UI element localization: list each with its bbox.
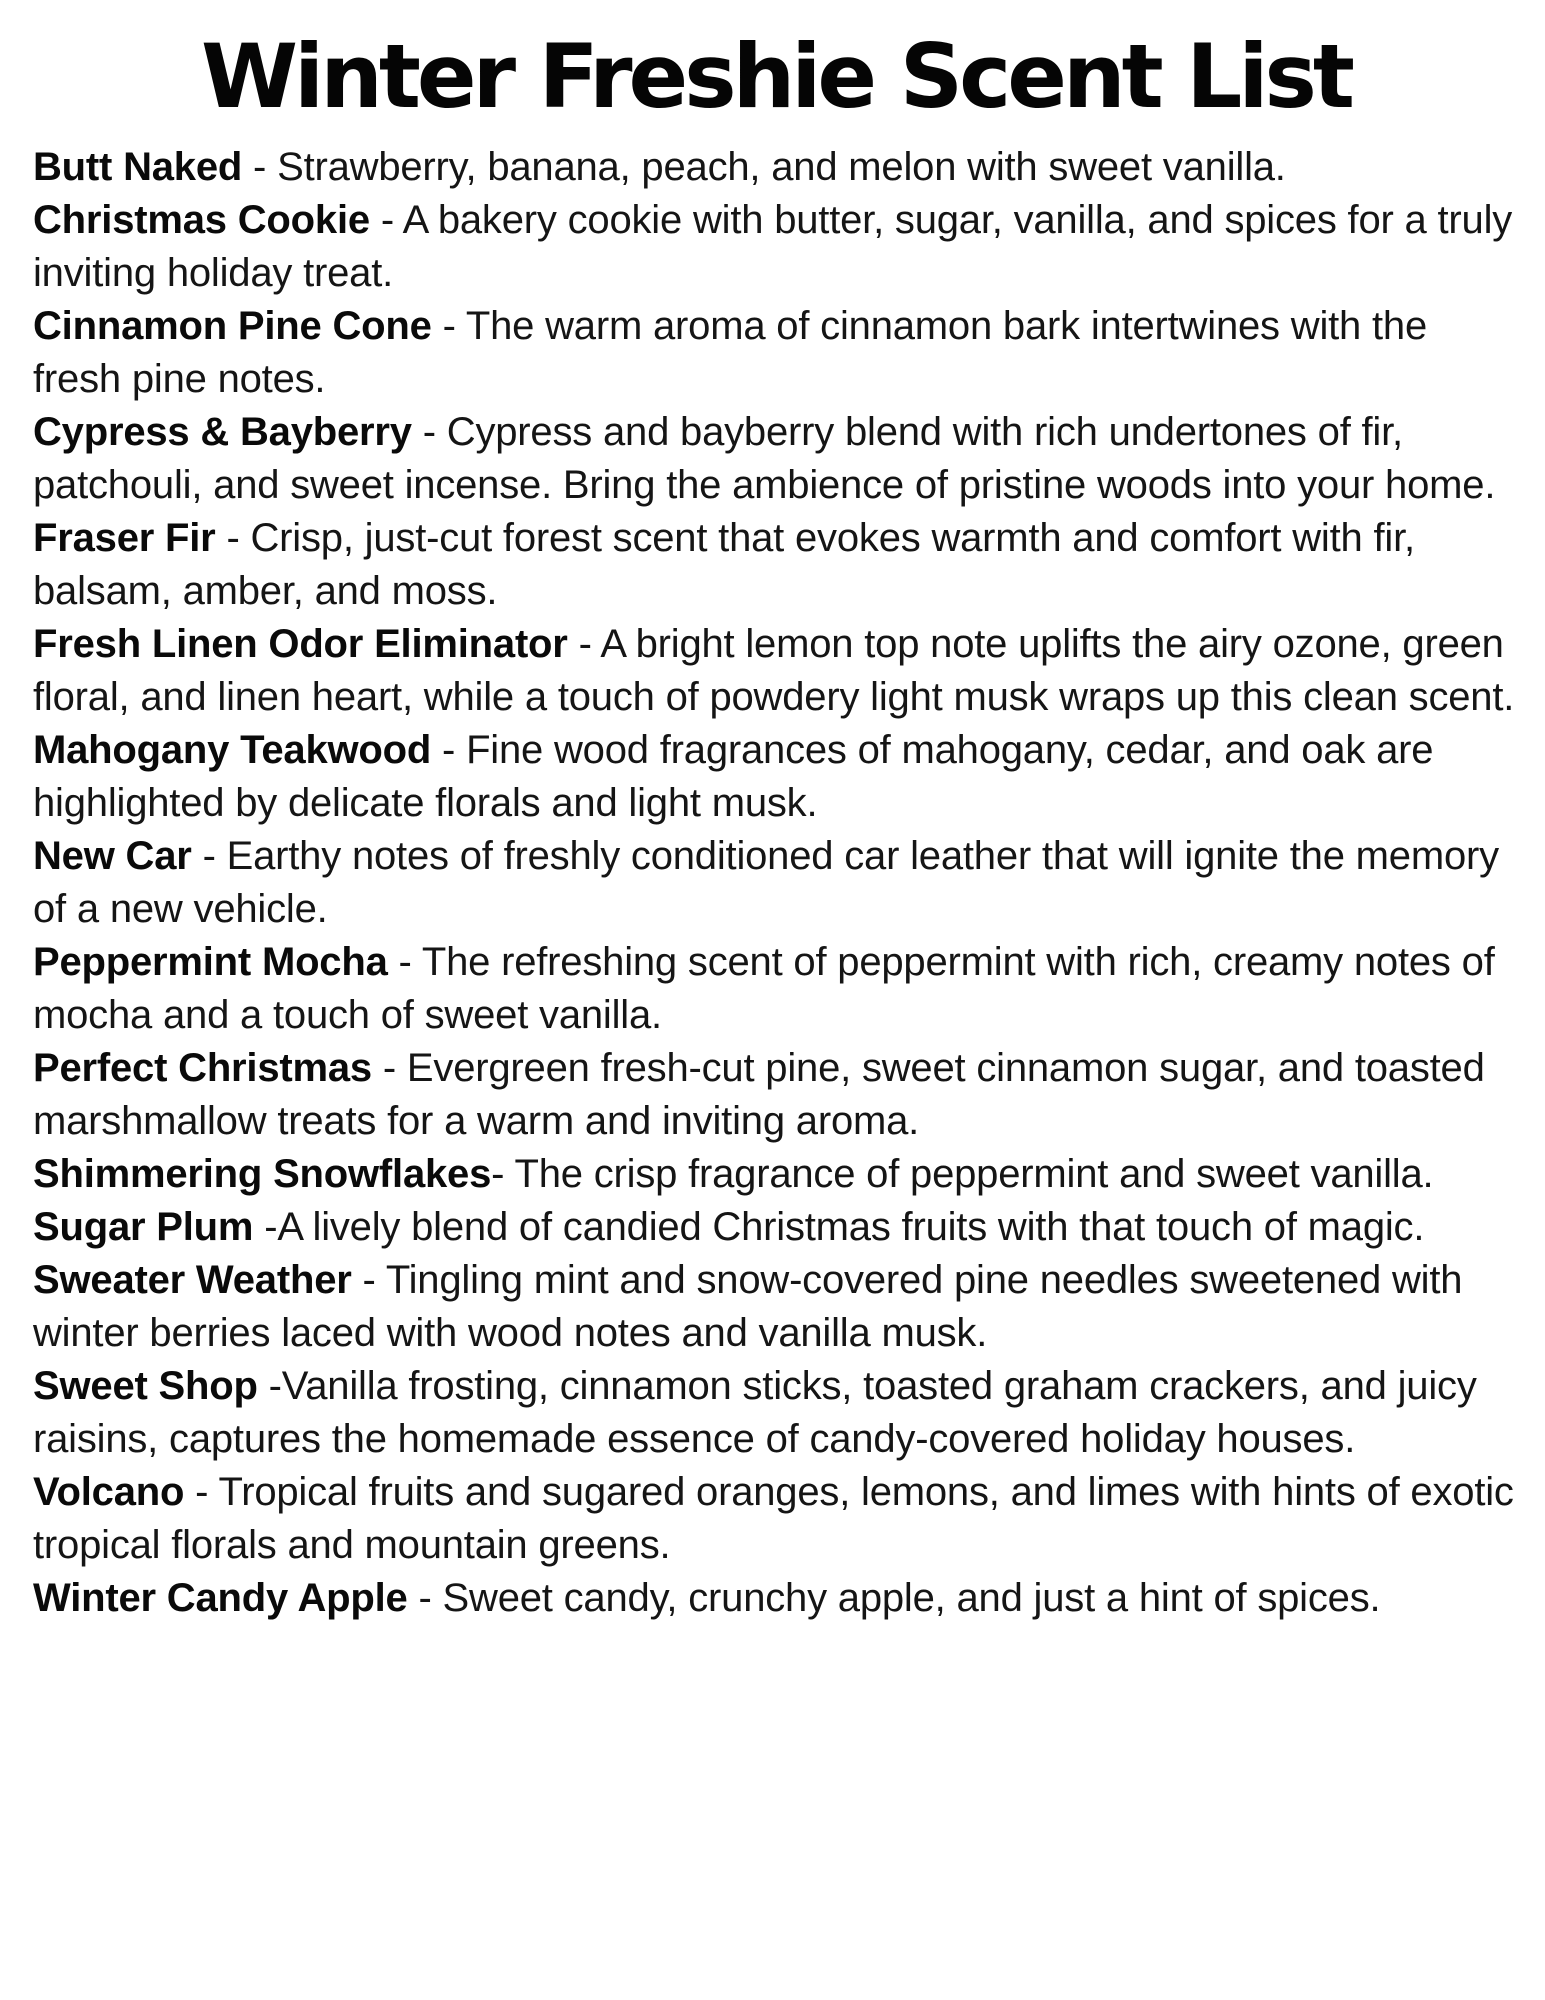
scent-list — [33, 141, 1519, 1625]
scent-name: Winter Candy Apple — [33, 1576, 408, 1621]
scent-entry — [33, 1201, 1519, 1254]
scent-description: - Sweet candy, crunchy apple, and just a hint of spices. — [407, 1576, 1381, 1621]
scent-name: Cypress & Bayberry — [33, 410, 412, 455]
scent-entry — [33, 936, 1519, 1042]
scent-description: -A lively blend of candied Christmas fruits with that touch of magic. — [253, 1205, 1425, 1250]
scent-name: New Car — [33, 834, 192, 879]
scent-description: - Fine wood fragrances of mahogany, cedar, and oak are highlighted by delicate florals and light musk. — [33, 728, 1434, 826]
scent-entry — [33, 1466, 1519, 1572]
scent-description: - The warm aroma of cinnamon bark intertwines with the fresh pine notes. — [33, 304, 1428, 402]
scent-description: - Strawberry, banana, peach, and melon with sweet vanilla. — [242, 145, 1286, 190]
scent-name: Christmas Cookie — [33, 198, 370, 243]
scent-entry — [33, 830, 1519, 936]
scent-name: Mahogany Teakwood — [33, 728, 432, 773]
scent-name: Shimmering Snowflakes — [33, 1152, 492, 1197]
scent-entry — [33, 141, 1519, 194]
scent-entry — [33, 618, 1519, 724]
scent-name: Perfect Christmas — [33, 1046, 372, 1091]
scent-entry — [33, 406, 1519, 512]
scent-name: Sweater Weather — [33, 1258, 352, 1303]
scent-entry — [33, 512, 1519, 618]
scent-name: Fraser Fir — [33, 516, 216, 561]
scent-entry — [33, 1360, 1519, 1466]
scent-entry — [33, 1572, 1519, 1625]
scent-name: Volcano — [33, 1470, 185, 1515]
page-title: Winter Freshie Scent List — [200, 25, 1351, 128]
scent-description: - A bakery cookie with butter, sugar, vanilla, and spices for a truly inviting holiday treat. — [33, 198, 1513, 296]
scent-description: - The crisp fragrance of peppermint and sweet vanilla. — [491, 1152, 1434, 1197]
scent-description: - Earthy notes of freshly conditioned car leather that will ignite the memory of a new vehicle. — [33, 834, 1499, 932]
scent-description: - Tropical fruits and sugared oranges, lemons, and limes with hints of exotic tropical florals and mountain greens. — [33, 1470, 1514, 1568]
scent-description: - The refreshing scent of peppermint with rich, creamy notes of mocha and a touch of sweet vanilla. — [33, 940, 1495, 1038]
scent-description: - Crisp, just-cut forest scent that evokes warmth and comfort with fir, balsam, amber, and moss. — [33, 516, 1415, 614]
scent-name: Sugar Plum — [33, 1205, 254, 1250]
scent-entry — [33, 724, 1519, 830]
scent-entry — [33, 1254, 1519, 1360]
scent-name: Peppermint Mocha — [33, 940, 388, 985]
scent-entry — [33, 1148, 1519, 1201]
scent-entry — [33, 300, 1519, 406]
scent-entry — [33, 194, 1519, 300]
scent-name: Cinnamon Pine Cone — [33, 304, 432, 349]
scent-description: -Vanilla frosting, cinnamon sticks, toasted graham crackers, and juicy raisins, captures the homemade essence of candy-covered holiday houses. — [33, 1364, 1477, 1462]
scent-name: Butt Naked — [33, 145, 243, 190]
scent-entry — [33, 1042, 1519, 1148]
scent-description: - Tingling mint and snow-covered pine needles sweetened with winter berries laced with wood notes and vanilla musk. — [33, 1258, 1463, 1356]
scent-name: Fresh Linen Odor Eliminator — [33, 622, 568, 667]
scent-description: - Evergreen fresh-cut pine, sweet cinnamon sugar, and toasted marshmallow treats for a warm and inviting aroma. — [33, 1046, 1485, 1144]
scent-name: Sweet Shop — [33, 1364, 258, 1409]
scent-description: - A bright lemon top note uplifts the airy ozone, green floral, and linen heart, while a touch of powdery light musk wraps up this clean scent. — [33, 622, 1515, 720]
scent-description: - Cypress and bayberry blend with rich undertones of fir, patchouli, and sweet incense. Bring the ambience of pristine woods into your home. — [33, 410, 1496, 508]
